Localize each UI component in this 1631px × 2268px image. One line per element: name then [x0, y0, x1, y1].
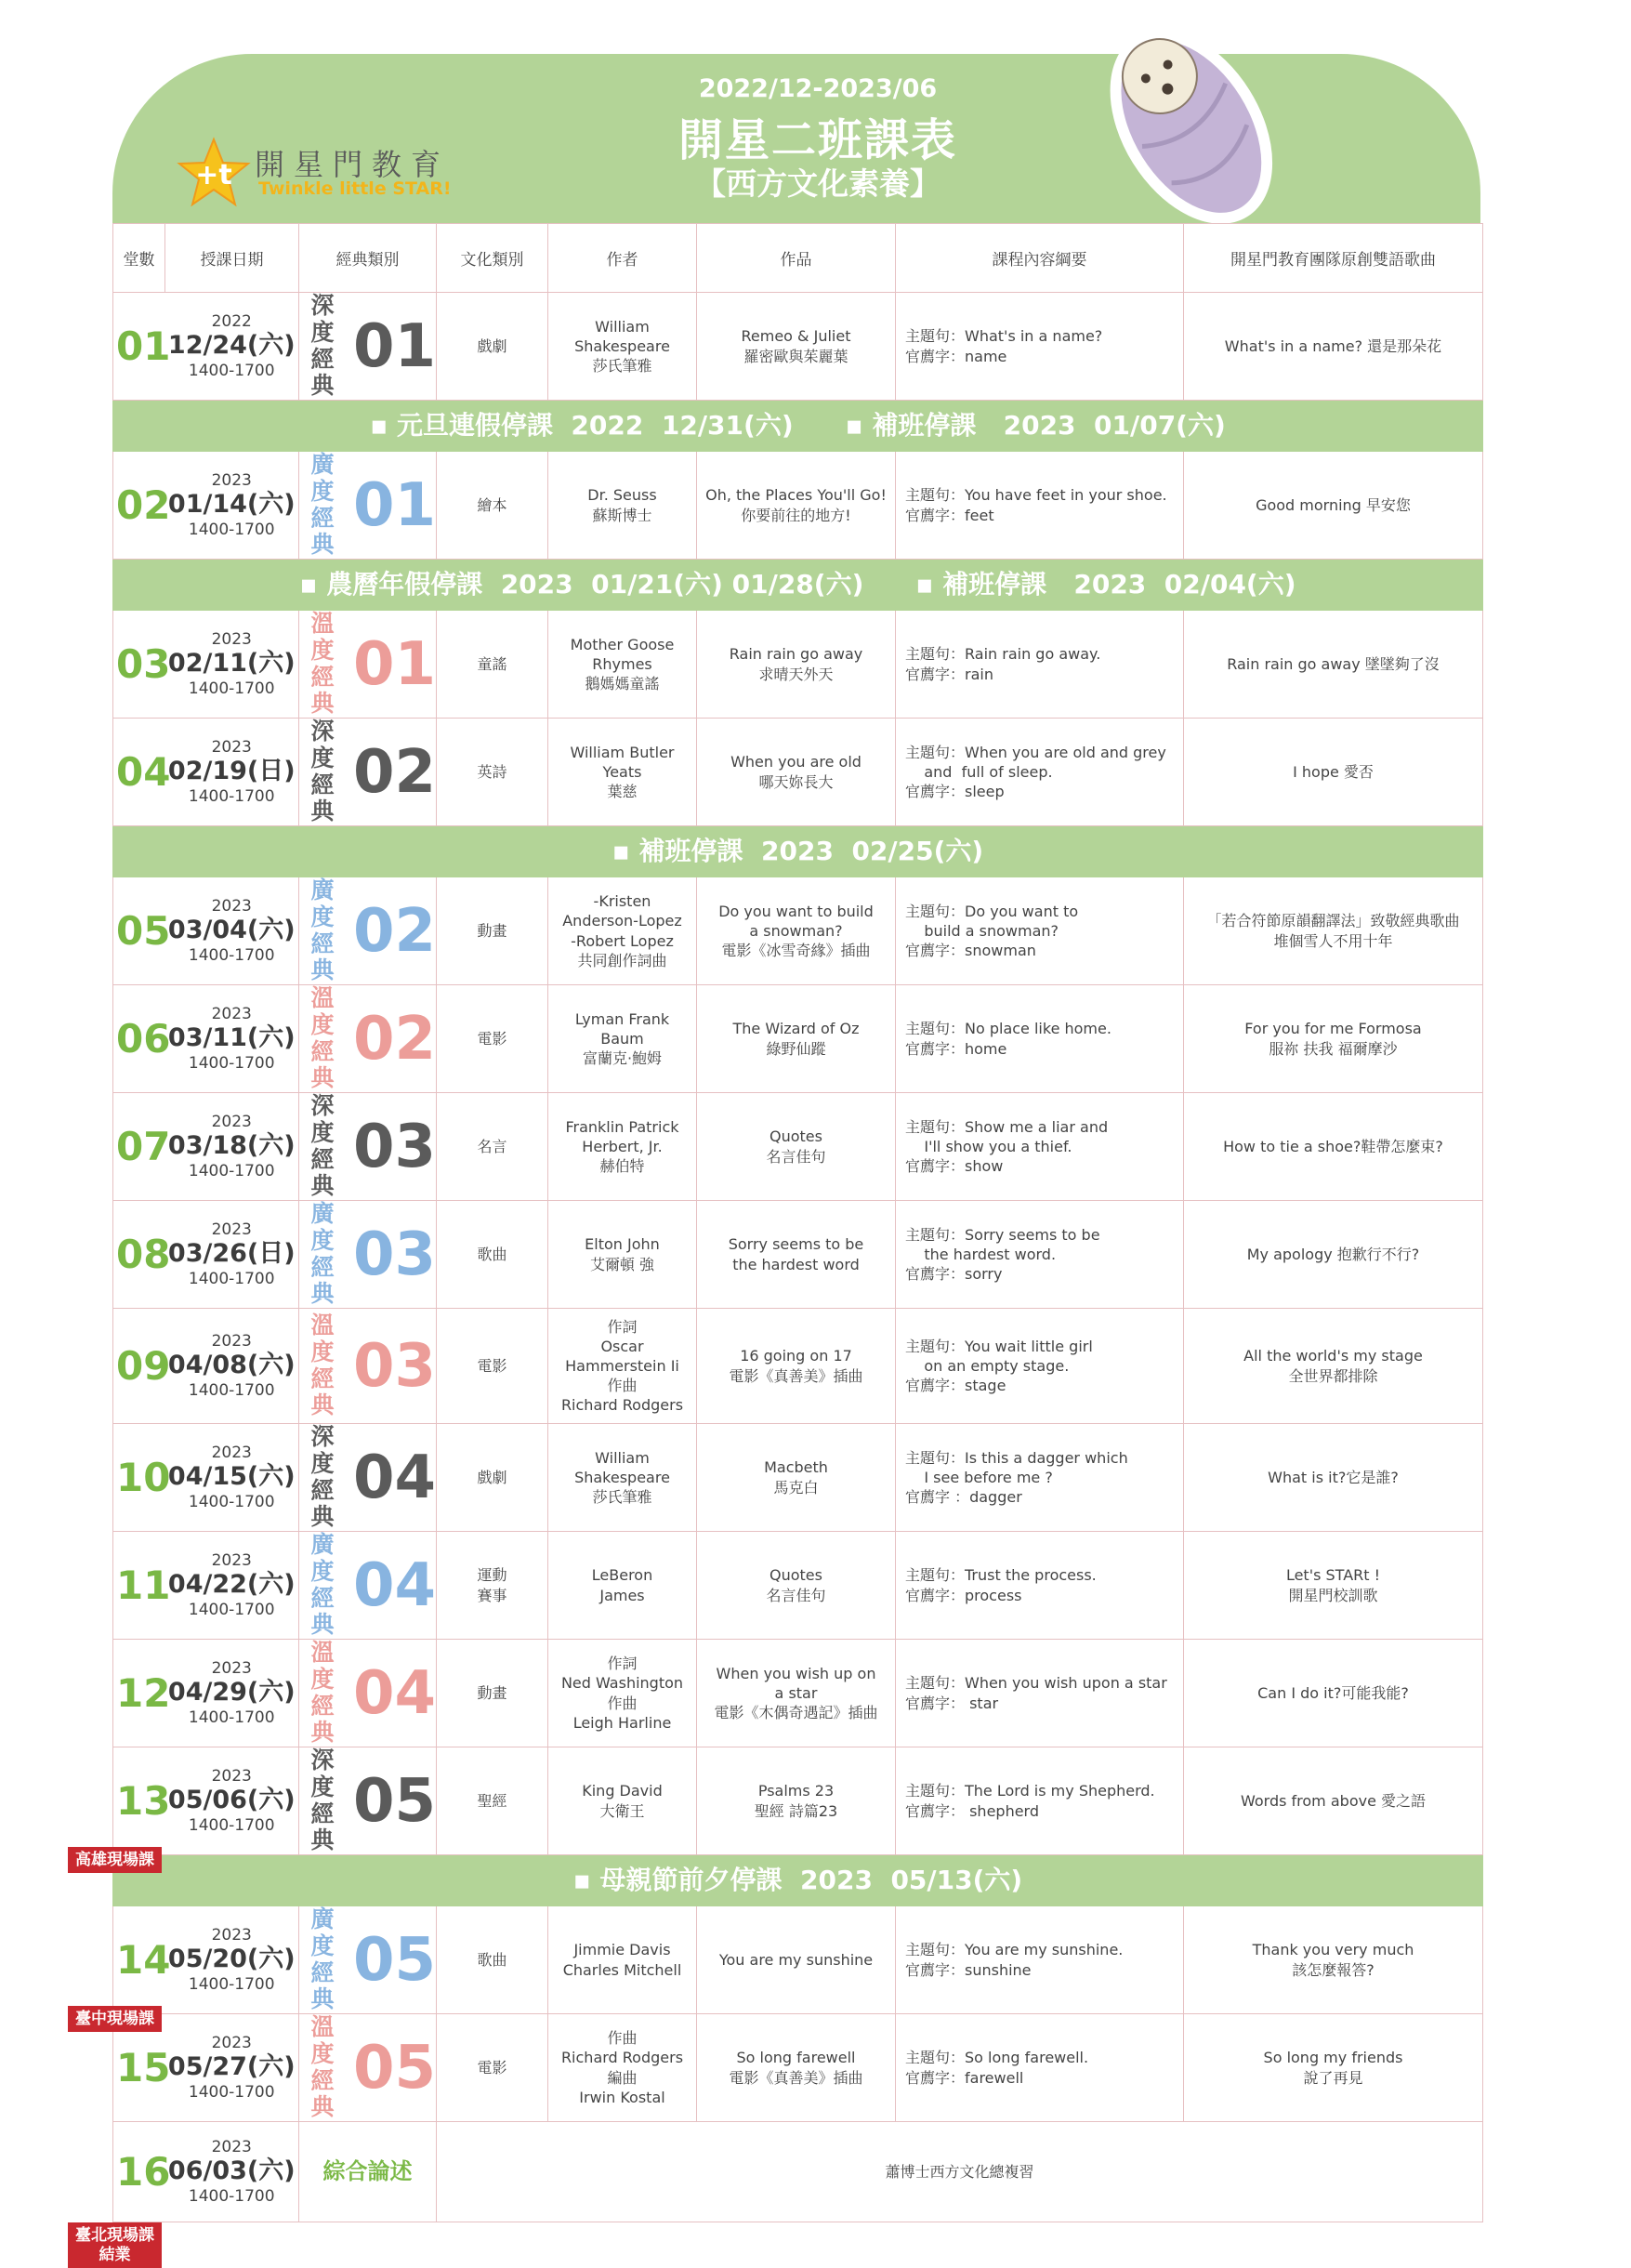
session-number: 16 臺北現場課 結業: [113, 2122, 165, 2222]
song: 「若合符節原韻翻譯法」致敬經典歌曲 堆個雪人不用十年: [1184, 877, 1483, 985]
table-row-final: [113, 2122, 1483, 2222]
date-year: 2023: [211, 1550, 252, 1570]
classic-type-number: 01: [352, 470, 436, 540]
date-day: 03/26(日): [167, 1239, 296, 1269]
song: Thank you very much 該怎麼報答?: [1184, 1906, 1483, 2014]
classic-type: [299, 1201, 437, 1309]
date-year: 2023: [211, 1112, 252, 1131]
col-header-author: 作者: [548, 224, 697, 293]
course-content: 主題句：When you are old and grey and full of sleep. 官薦字：sleep: [896, 719, 1184, 826]
date-day: 04/08(六): [167, 1351, 296, 1380]
classic-type-number: 05: [352, 1766, 436, 1836]
session-date: [165, 719, 299, 826]
date-year: 2023: [211, 1331, 252, 1351]
session-date: [165, 1747, 299, 1855]
date-year: 2023: [211, 737, 252, 757]
venue-badge: 臺北現場課 結業: [68, 2222, 162, 2268]
classic-type: [299, 877, 437, 985]
culture-type: 戲劇: [437, 293, 548, 401]
author: Franklin Patrick Herbert, Jr. 赫伯特: [548, 1093, 697, 1201]
session-date: [165, 293, 299, 401]
classic-type-number: 01: [352, 311, 436, 381]
table-row: [113, 1201, 1483, 1309]
culture-type: 歌曲: [437, 1906, 548, 2014]
course-content: 主題句：Show me a liar and I'll show you a thief. 官薦字：show: [896, 1093, 1184, 1201]
classic-type-label: [299, 1312, 436, 1419]
culture-type: 運動 賽事: [437, 1532, 548, 1640]
session-number: 07: [113, 1093, 165, 1201]
date-time: 1400-1700: [188, 1161, 275, 1180]
classic-type-number: 05: [352, 2033, 436, 2103]
date-day: 12/24(六): [167, 331, 296, 361]
date-year: 2023: [211, 470, 252, 490]
classic-type-name: 溫度 經典: [310, 1312, 335, 1419]
work: Macbeth 馬克白: [697, 1424, 896, 1532]
classic-type-number: 03: [352, 1331, 436, 1401]
session-date: [165, 1424, 299, 1532]
break-notice-text: ▪ 元旦連假停課 2022 12/31(六): [370, 410, 793, 441]
culture-type: 名言: [437, 1093, 548, 1201]
culture-type: 動畫: [437, 877, 548, 985]
course-content: 主題句：Do you want to build a snowman? 官薦字：snowman: [896, 877, 1184, 985]
course-content: 主題句：Is this a dagger which I see before me ? 官薦字 ：dagger: [896, 1424, 1184, 1532]
logo-chinese-text: 開星門教育: [255, 147, 451, 182]
session-date: [165, 2014, 299, 2122]
table-row: [113, 1424, 1483, 1532]
classic-type-number: 02: [352, 737, 436, 807]
author: William Shakespeare 莎氏筆雅: [548, 293, 697, 401]
table-row: [113, 1093, 1483, 1201]
session-date: [165, 1201, 299, 1309]
date-day: 05/06(六): [167, 1786, 296, 1815]
classic-type: [299, 1093, 437, 1201]
work: Psalms 23 聖經 詩篇23: [697, 1747, 896, 1855]
classic-type-number: 03: [352, 1220, 436, 1289]
date-time: 1400-1700: [188, 786, 275, 806]
date-time: 1400-1700: [188, 1269, 275, 1288]
date-day: 06/03(六): [167, 2156, 296, 2186]
break-notice-text: ▪ 補班停課 2023 02/25(六): [612, 836, 983, 866]
classic-type-label: [299, 452, 436, 559]
break-notice-text: ▪ 母親節前夕停課 2023 05/13(六): [573, 1865, 1022, 1895]
table-row: [113, 452, 1483, 560]
logo: [177, 136, 483, 210]
author: 作詞 Ned Washington 作曲 Leigh Harline: [548, 1640, 697, 1747]
table-row: [113, 2014, 1483, 2122]
culture-type: 英詩: [437, 719, 548, 826]
session-number: 14 臺中現場課: [113, 1906, 165, 2014]
date-time: 1400-1700: [188, 2186, 275, 2206]
svg-text:+t: +t: [195, 159, 232, 191]
date-time: 1400-1700: [188, 945, 275, 965]
author: King David 大衛王: [548, 1747, 697, 1855]
date-year: 2023: [211, 1658, 252, 1678]
classic-type-name: 溫度 經典: [310, 2013, 335, 2121]
classic-type: [299, 293, 437, 401]
song: Good morning 早安您: [1184, 452, 1483, 560]
date-year: 2023: [211, 2137, 252, 2156]
classic-type-label: [299, 611, 436, 718]
classic-type-label: [299, 1906, 436, 2013]
classic-type-label: [299, 877, 436, 984]
culture-type: 電影: [437, 1309, 548, 1424]
classic-type: [299, 1906, 437, 2014]
summary-label: 綜合論述: [299, 2122, 437, 2222]
culture-type: 電影: [437, 985, 548, 1093]
date-time: 1400-1700: [188, 1708, 275, 1727]
classic-type: [299, 719, 437, 826]
table-row: [113, 985, 1483, 1093]
star-logo-icon: [177, 136, 251, 210]
venue-badge: 高雄現場課: [68, 1847, 162, 1873]
classic-type-number: 04: [352, 1550, 436, 1620]
date-time: 1400-1700: [188, 1053, 275, 1073]
session-number: 08: [113, 1201, 165, 1309]
classic-type-label: [299, 293, 436, 400]
culture-type: 童謠: [437, 611, 548, 719]
course-content: 主題句：The Lord is my Shepherd. 官薦字： shepherd: [896, 1747, 1184, 1855]
date-year: 2023: [211, 1220, 252, 1239]
classic-type-number: 03: [352, 1112, 436, 1181]
song: What is it?它是誰?: [1184, 1424, 1483, 1532]
date-year: 2023: [211, 1004, 252, 1023]
col-header-culture-type: 文化類別: [437, 224, 548, 293]
logo-english-text: Twinkle little STAR!: [258, 178, 452, 199]
date-range: 2022/12-2023/06: [698, 74, 938, 103]
culture-type: 戲劇: [437, 1424, 548, 1532]
table-row: [113, 1906, 1483, 2014]
classic-type-label: [299, 719, 436, 825]
date-day: 03/04(六): [167, 916, 296, 945]
session-number: 15: [113, 2014, 165, 2122]
author: Elton John 艾爾頓 強: [548, 1201, 697, 1309]
session-number: 01: [113, 293, 165, 401]
date-time: 1400-1700: [188, 1380, 275, 1400]
culture-type: 動畫: [437, 1640, 548, 1747]
session-date: [165, 877, 299, 985]
classic-type-name: 廣度 經典: [310, 1905, 335, 2013]
author: -Kristen Anderson-Lopez -Robert Lopez 共同創作詞曲: [548, 877, 697, 985]
col-header-date: 授課日期: [165, 224, 299, 293]
song: Words from above 愛之語: [1184, 1747, 1483, 1855]
author: William Butler Yeats 葉慈: [548, 719, 697, 826]
classic-type: [299, 1309, 437, 1424]
course-content: 主題句：You have feet in your shoe. 官薦字：feet: [896, 452, 1184, 560]
author: 作詞 Oscar Hammerstein Ii 作曲 Richard Rodgers: [548, 1309, 697, 1424]
work: You are my sunshine: [697, 1906, 896, 2014]
date-time: 1400-1700: [188, 1815, 275, 1835]
work: Quotes 名言佳句: [697, 1532, 896, 1640]
classic-type-label: [299, 1640, 436, 1747]
classic-type: [299, 1747, 437, 1855]
session-number: 09: [113, 1309, 165, 1424]
culture-type: 繪本: [437, 452, 548, 560]
classic-type-label: [299, 1747, 436, 1854]
break-row: [113, 826, 1483, 877]
break-notice-text: ▪ 補班停課 2023 02/04(六): [915, 569, 1296, 600]
classic-type-name: 深度 經典: [310, 1747, 335, 1854]
session-number: 10: [113, 1424, 165, 1532]
date-year: 2023: [211, 896, 252, 916]
work: The Wizard of Oz 綠野仙蹤: [697, 985, 896, 1093]
work: Quotes 名言佳句: [697, 1093, 896, 1201]
classic-type: [299, 611, 437, 719]
culture-type: 電影: [437, 2014, 548, 2122]
classic-type: [299, 1640, 437, 1747]
date-time: 1400-1700: [188, 1974, 275, 1994]
classic-type-name: 廣度 經典: [310, 877, 335, 984]
course-content: 主題句：You are my sunshine. 官薦字：sunshine: [896, 1906, 1184, 2014]
course-content: 主題句：When you wish upon a star 官薦字： star: [896, 1640, 1184, 1747]
course-content: 主題句：Sorry seems to be the hardest word. 官薦字：sorry: [896, 1201, 1184, 1309]
session-date: [165, 1093, 299, 1201]
date-day: 04/15(六): [167, 1462, 296, 1492]
page-title: 開星二班課表: [677, 114, 957, 166]
venue-badge: 臺中現場課: [68, 2006, 162, 2032]
song: Let's STARt ! 開星門校訓歌: [1184, 1532, 1483, 1640]
classic-type-label: [299, 2014, 436, 2121]
table-row: [113, 1309, 1483, 1424]
session-date: [165, 1309, 299, 1424]
session-number: 04: [113, 719, 165, 826]
course-content: 主題句：No place like home. 官薦字：home: [896, 985, 1184, 1093]
work: Rain rain go away 求晴天外天: [697, 611, 896, 719]
author: Dr. Seuss 蘇斯博士: [548, 452, 697, 560]
classic-type-name: 深度 經典: [310, 718, 335, 825]
date-day: 05/27(六): [167, 2052, 296, 2082]
break-row: [113, 401, 1483, 452]
song: All the world's my stage 全世界都排除: [1184, 1309, 1483, 1424]
classic-type-number: 04: [352, 1658, 436, 1728]
break-notice-text: ▪ 補班停課 2023 01/07(六): [846, 410, 1226, 441]
session-number: 11: [113, 1532, 165, 1640]
date-day: 01/14(六): [167, 490, 296, 520]
date-time: 1400-1700: [188, 679, 275, 698]
classic-type-label: [299, 1532, 436, 1639]
classic-type-number: 02: [352, 1004, 436, 1074]
break-row: [113, 1855, 1483, 1906]
date-day: 05/20(六): [167, 1945, 296, 1974]
classic-type: [299, 452, 437, 560]
date-year: 2023: [211, 2033, 252, 2052]
col-header-content: 課程內容綱要: [896, 224, 1184, 293]
date-year: 2023: [211, 629, 252, 649]
classic-type: [299, 985, 437, 1093]
work: So long farewell 電影《真善美》插曲: [697, 2014, 896, 2122]
date-day: 03/18(六): [167, 1131, 296, 1161]
session-number: 02: [113, 452, 165, 560]
table-row: [113, 1640, 1483, 1747]
table-row: [113, 1747, 1483, 1855]
page-subtitle: 【西方文化素養】: [695, 165, 940, 202]
song: What's in a name? 還是那朵花: [1184, 293, 1483, 401]
work: Remeo & Juliet 羅密歐與茱麗葉: [697, 293, 896, 401]
author: 作曲 Richard Rodgers 編曲 Irwin Kostal: [548, 2014, 697, 2122]
session-number: 03: [113, 611, 165, 719]
table-header-row: [113, 224, 1483, 293]
date-day: 02/19(日): [167, 757, 296, 786]
classic-type-label: [299, 985, 436, 1092]
session-number: 13 高雄現場課: [113, 1747, 165, 1855]
date-time: 1400-1700: [188, 361, 275, 380]
course-content: 主題句：Rain rain go away. 官薦字：rain: [896, 611, 1184, 719]
date-year: 2023: [211, 1925, 252, 1945]
song: So long my friends 說了再見: [1184, 2014, 1483, 2122]
session-date: [165, 1906, 299, 2014]
classic-type-number: 01: [352, 629, 436, 699]
author: William Shakespeare 莎氏筆雅: [548, 1424, 697, 1532]
table-row: [113, 293, 1483, 401]
break-notice-text: ▪ 農曆年假停課 2023 01/21(六) 01/28(六): [299, 569, 863, 600]
break-notice: [113, 1855, 1483, 1906]
col-header-work: 作品: [697, 224, 896, 293]
culture-type: 聖經: [437, 1747, 548, 1855]
classic-type-label: [299, 1424, 436, 1531]
song: My apology 抱歉行不行?: [1184, 1201, 1483, 1309]
table-row: [113, 611, 1483, 719]
classic-type-label: [299, 1093, 436, 1200]
classic-type-name: 深度 經典: [310, 292, 335, 400]
summary-text: 蕭博士西方文化總複習: [437, 2122, 1483, 2222]
date-day: 04/22(六): [167, 1570, 296, 1600]
work: Do you want to build a snowman? 電影《冰雪奇緣》插曲: [697, 877, 896, 985]
classic-type: [299, 1424, 437, 1532]
session-date: [165, 611, 299, 719]
song: Can I do it?可能我能?: [1184, 1640, 1483, 1747]
table-row: [113, 1532, 1483, 1640]
classic-type-name: 溫度 經典: [310, 984, 335, 1092]
date-day: 02/11(六): [167, 649, 296, 679]
swaddled-baby-icon: [1089, 7, 1282, 229]
work: 16 going on 17 電影《真善美》插曲: [697, 1309, 896, 1424]
author: Mother Goose Rhymes 鵝媽媽童謠: [548, 611, 697, 719]
song: Rain rain go away 墜墜夠了沒: [1184, 611, 1483, 719]
classic-type-name: 廣度 經典: [310, 451, 335, 559]
date-year: 2023: [211, 1766, 252, 1786]
course-content: 主題句：So long farewell. 官薦字：farewell: [896, 2014, 1184, 2122]
col-header-song: 開星門教育團隊原創雙語歌曲: [1184, 224, 1483, 293]
classic-type-number: 02: [352, 896, 436, 966]
course-content: 主題句：What's in a name? 官薦字：name: [896, 293, 1184, 401]
session-number: 12: [113, 1640, 165, 1747]
date-time: 1400-1700: [188, 520, 275, 539]
date-year: 2022: [211, 311, 252, 331]
classic-type-number: 04: [352, 1443, 436, 1512]
classic-type-name: 溫度 經典: [310, 610, 335, 718]
culture-type: 歌曲: [437, 1201, 548, 1309]
work: When you are old 哪天妳長大: [697, 719, 896, 826]
classic-type-name: 溫度 經典: [310, 1639, 335, 1747]
song: I hope 愛否: [1184, 719, 1483, 826]
author: Jimmie Davis Charles Mitchell: [548, 1906, 697, 2014]
table-row: [113, 719, 1483, 826]
author: LeBeron James: [548, 1532, 697, 1640]
date-day: 04/29(六): [167, 1678, 296, 1708]
break-notice: [113, 560, 1483, 611]
session-date: [165, 1640, 299, 1747]
classic-type: [299, 1532, 437, 1640]
break-notice: [113, 401, 1483, 452]
work: When you wish up on a star 電影《木偶奇遇記》插曲: [697, 1640, 896, 1747]
session-date: [165, 452, 299, 560]
session-date: [165, 1532, 299, 1640]
date-year: 2023: [211, 1443, 252, 1462]
course-content: 主題句：You wait little girl on an empty stage. 官薦字：stage: [896, 1309, 1184, 1424]
col-header-session: 堂數: [113, 224, 165, 293]
session-date: [165, 985, 299, 1093]
course-content: 主題句：Trust the process. 官薦字：process: [896, 1532, 1184, 1640]
work: Oh, the Places You'll Go! 你要前往的地方!: [697, 452, 896, 560]
work: Sorry seems to be the hardest word: [697, 1201, 896, 1309]
song: How to tie a shoe?鞋帶怎麼束?: [1184, 1093, 1483, 1201]
date-time: 1400-1700: [188, 1600, 275, 1619]
schedule-table: [75, 223, 1483, 2264]
session-number: 05: [113, 877, 165, 985]
col-header-classic-type: 經典類別: [299, 224, 437, 293]
session-date: [165, 2122, 299, 2222]
session-number: 06: [113, 985, 165, 1093]
classic-type-name: 廣度 經典: [310, 1200, 335, 1308]
song: For you for me Formosa 服祢 扶我 福爾摩沙: [1184, 985, 1483, 1093]
classic-type-name: 深度 經典: [310, 1092, 335, 1200]
classic-type-name: 深度 經典: [310, 1423, 335, 1531]
date-time: 1400-1700: [188, 2082, 275, 2102]
break-row: [113, 560, 1483, 611]
classic-type: [299, 2014, 437, 2122]
classic-type-name: 廣度 經典: [310, 1531, 335, 1639]
date-day: 03/11(六): [167, 1023, 296, 1053]
classic-type-label: [299, 1201, 436, 1308]
author: Lyman Frank Baum 富蘭克·鮑姆: [548, 985, 697, 1093]
date-time: 1400-1700: [188, 1492, 275, 1511]
classic-type-number: 05: [352, 1925, 436, 1995]
break-notice: [113, 826, 1483, 877]
table-row: [113, 877, 1483, 985]
